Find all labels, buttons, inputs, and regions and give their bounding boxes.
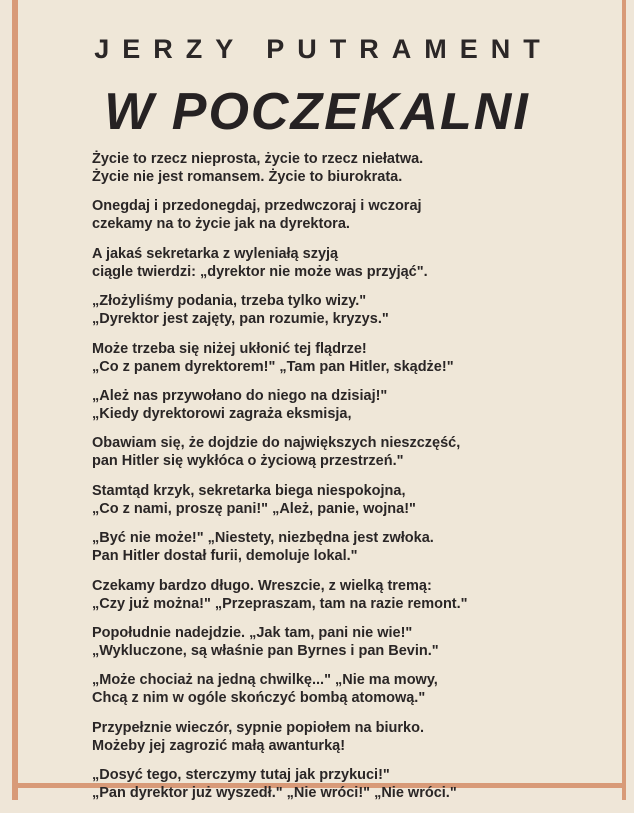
- stanza: [92, 197, 542, 233]
- poem-line: „Dosyć tego, sterczymy tutaj jak przykuci!": [92, 767, 390, 784]
- poem-line: „Wykluczone, są właśnie pan Byrnes i pan Bevin.": [92, 642, 439, 659]
- stanza: [92, 529, 542, 565]
- stanza: [92, 292, 542, 328]
- poem-line: Przypełznie wieczór, sypnie popiołem na biurko.: [92, 719, 424, 736]
- stanza: [92, 766, 542, 802]
- stanza: [92, 387, 542, 423]
- stanza: [92, 671, 542, 707]
- poem-line: „Co z panem dyrektorem!" „Tam pan Hitler, skądże!": [92, 358, 454, 375]
- poem-body: [92, 150, 542, 813]
- poem-line: „Kiedy dyrektorowi zagraża eksmisja,: [92, 405, 352, 422]
- stanza: [92, 482, 542, 518]
- stanza: [92, 434, 542, 470]
- poem-line: Możeby jej zagrozić małą awanturką!: [92, 737, 346, 754]
- poem-line: Życie nie jest romansem. Życie to biurokrata.: [92, 169, 403, 185]
- stanza: [92, 624, 542, 660]
- poem-line: „Być nie może!" „Niestety, niezbędna jest zwłoka.: [92, 530, 434, 547]
- poem-line: ciągle twierdzi: „dyrektor nie może was przyjąć".: [92, 263, 428, 280]
- poem-line: Obawiam się, że dojdzie do największych nieszczęść,: [92, 435, 461, 452]
- poem-line: „Ależ nas przywołano do niego na dzisiaj!": [92, 387, 388, 404]
- poem-line: czekamy na to życie jak na dyrektora.: [92, 216, 350, 233]
- poem-line: Chcą z nim w ogóle skończyć bombą atomową.": [92, 690, 426, 707]
- poem-line: „Może chociaż na jedną chwilkę..." „Nie ma mowy,: [92, 672, 438, 689]
- stanza: [92, 577, 542, 613]
- poem-line: Stamtąd krzyk, sekretarka biega niespokojna,: [92, 482, 406, 499]
- stanza: [92, 245, 542, 281]
- poem-line: „Złożyliśmy podania, trzeba tylko wizy.": [92, 293, 367, 310]
- stanza: [92, 719, 542, 755]
- poem-line: Popołudnie nadejdzie. „Jak tam, pani nie wie!": [92, 624, 413, 641]
- poem-line: pan Hitler się wykłóca o życiową przestrzeń.": [92, 453, 404, 470]
- poem-line: A jakaś sekretarka z wyleniałą szyją: [92, 245, 339, 262]
- poem-line: Onegdaj i przedonegdaj, przedwczoraj i wczoraj: [92, 198, 422, 215]
- poem-line: Życie to rzecz nieprosta, życie to rzecz niełatwa.: [92, 151, 424, 167]
- poem-line: Pan Hitler dostał furii, demoluje lokal.": [92, 548, 358, 565]
- stanza: [92, 340, 542, 376]
- poem-title: W POCZEKALNI: [104, 83, 530, 141]
- poem-line: „Co z nami, proszę pani!" „Ależ, panie, wojna!": [92, 500, 416, 517]
- poem-line: Czekamy bardzo długo. Wreszcie, z wielką tremą:: [92, 577, 432, 594]
- poem-line: „Dyrektor jest zajęty, pan rozumie, kryzys.": [92, 311, 389, 328]
- poem-line: „Pan dyrektor już wyszedł." „Nie wróci!" „Nie wróci.": [92, 785, 457, 802]
- author-name: JERZY PUTRAMENT: [94, 34, 553, 64]
- poem-line: Może trzeba się niżej ukłonić tej flądrze!: [92, 340, 367, 357]
- stanza: [92, 150, 542, 186]
- poem-line: „Czy już można!" „Przepraszam, tam na razie remont.": [92, 595, 468, 612]
